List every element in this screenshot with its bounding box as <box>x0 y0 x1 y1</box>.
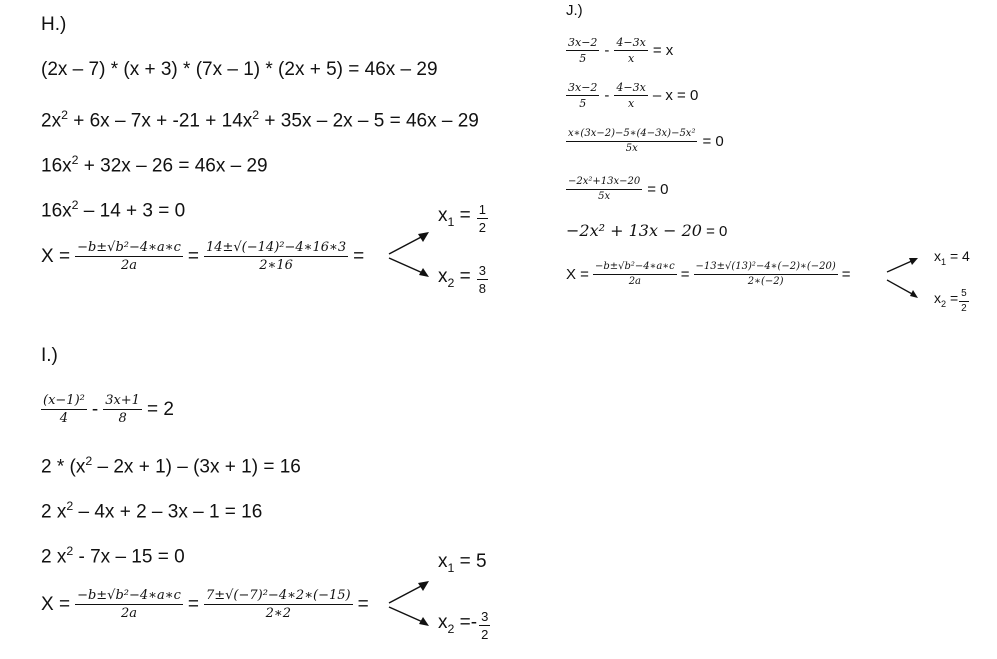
h-equation-1: (2x – 7) * (x + 3) * (7x – 1) * (2x + 5) = 46x – 29 <box>41 59 438 80</box>
j-root-x2: $x_2$ = $\frac{5}{2}$ <box>934 288 967 314</box>
h-root-x2: $x_2$ = $\frac{3}{8}$ <box>438 263 486 296</box>
section-j-label: J.) <box>566 2 583 19</box>
i-branch-arrows <box>385 575 445 635</box>
j-equation-1: $\frac{3x-2}{5}$ - $\frac{4-3x}{x}$ = x <box>568 36 674 65</box>
i-equation-4: 2 $x^2 - 7x - 15 = 0$ <box>41 544 185 568</box>
h-equation-4: $16x^2 - 14 + 3 = 0$ <box>41 198 186 222</box>
j-quadratic-formula: X = $\frac{\text{−b±√b²−4∗a∗c}}{2a}$ = $\frac{\text{−13±√(13)²−4∗(−2)∗(−20)}}{2∗(-2)}$ = <box>566 261 851 287</box>
i-equation-3: 2 $x^2 - 4x + 2 - 3x - 1 = 16$ <box>41 499 263 523</box>
section-h-label: H.) <box>41 14 67 35</box>
h-branch-arrows <box>385 225 445 285</box>
h-root-x1: $x_1$ = $\frac{1}{2}$ <box>438 202 486 235</box>
h-substituted-fraction: $\frac{\text{14±√(−14)²−4∗16∗3}}{2∗16}$ <box>205 240 347 273</box>
i-root-x1: $x_1 = 5$ <box>438 551 487 575</box>
j-equation-5: −2x² + 13x − 20 = 0 <box>566 221 728 240</box>
h-equation-2: $2x^2 + 6x - 7x + -21 + 14x^2 + 35x - 2x - 5 = 46x - 29$ <box>41 108 479 132</box>
i-equation-1: $\frac{\text{(x−1)²}}{4}$ - $\frac{3x+1}{8}$ = 2 <box>43 393 174 426</box>
h-formula-fraction: $\frac{\text{−b±√b²−4∗a∗c}}{2a}$ <box>77 240 181 273</box>
j-branch-arrows <box>884 250 934 306</box>
j-equation-4: $\frac{\text{−2x²+13x−20}}{5x}$ = 0 <box>568 176 669 202</box>
i-root-x2: $x_2$ =- $\frac{3}{2}$ <box>438 609 489 642</box>
i-quadratic-formula: X = $\frac{\text{−b±√b²−4∗a∗c}}{2a}$ = $\frac{\text{7±√(−7)²−4∗2∗(−15)}}{2∗2}$ = <box>41 588 369 621</box>
h-quadratic-formula: X = $\frac{\text{−b±√b²−4∗a∗c}}{2a}$ = $\frac{\text{14±√(−14)²−4∗16∗3}}{2∗16}$ = <box>41 240 365 273</box>
j-equation-2: $\frac{3x-2}{5}$ - $\frac{4-3x}{x}$ – x = 0 <box>568 81 699 110</box>
section-i-label: I.) <box>41 345 58 366</box>
h-equation-3: $16x^2 + 32x - 26 = 46x - 29$ <box>41 153 268 177</box>
j-equation-3: $\frac{\text{x∗(3x−2)−5∗(4−3x)−5x²}}{5x}$ = 0 <box>568 128 724 154</box>
j-root-x1: $x_1 = 4$ <box>934 248 970 267</box>
i-equation-2: $2 * (x^2 - 2x + 1) - (3x + 1) = 16$ <box>41 454 301 478</box>
